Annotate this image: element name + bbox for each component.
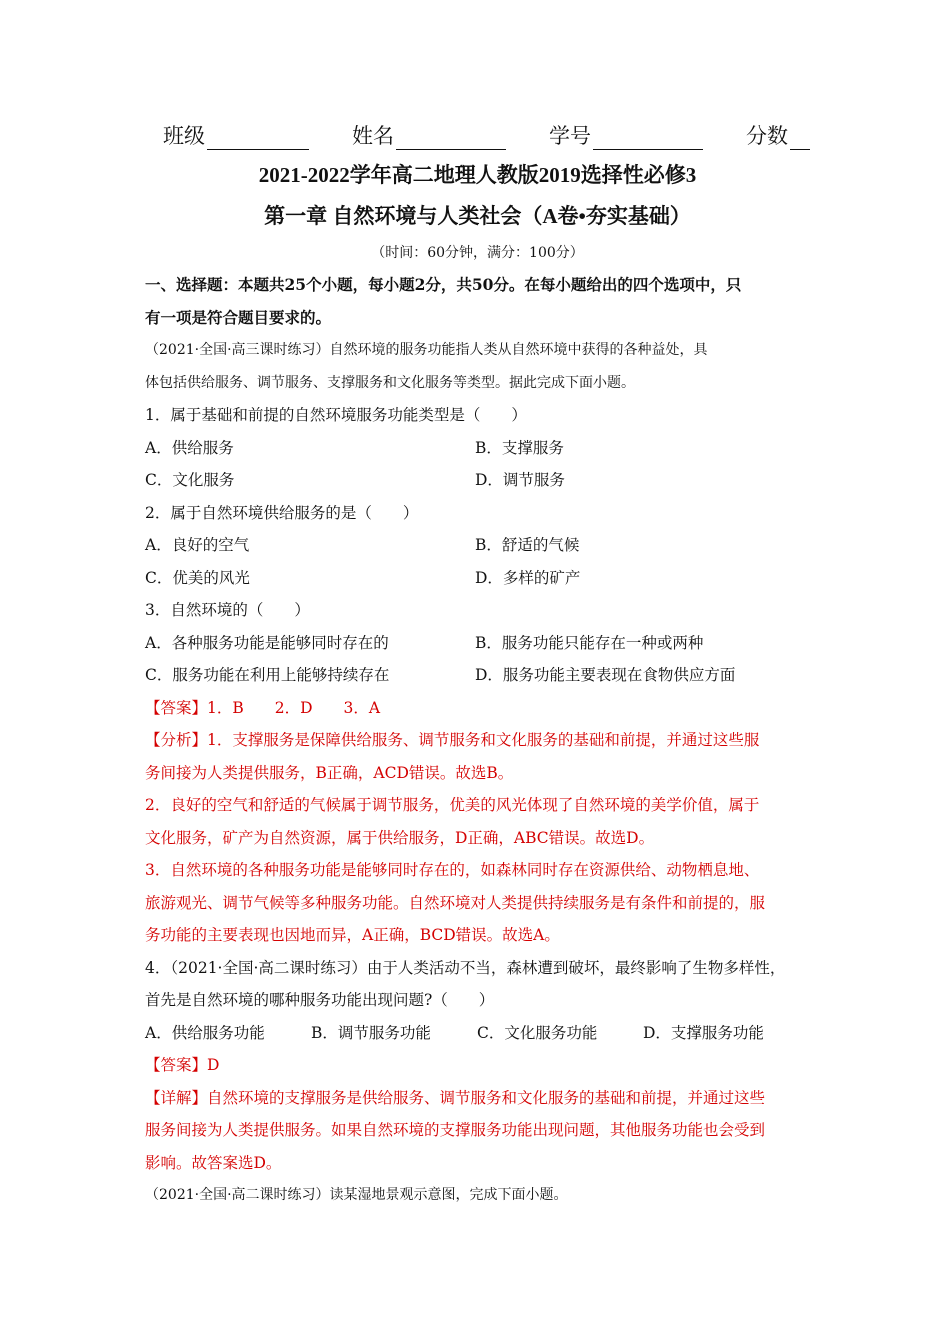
option[interactable]: A．各种服务功能是能够同时存在的 <box>145 633 389 652</box>
name-field[interactable] <box>352 120 506 150</box>
option[interactable]: D．支撑服务功能 <box>643 1023 764 1042</box>
option[interactable]: D．服务功能主要表现在食物供应方面 <box>475 666 736 684</box>
option[interactable]: C．优美的风光 <box>145 568 250 587</box>
name-blank[interactable] <box>396 127 506 150</box>
context-line-1: （2021·全国·高三课时练习）自然环境的服务功能指人类从自然环境中获得的各种益处，具 <box>145 342 708 358</box>
question-2-options-row-2 <box>145 562 810 595</box>
score-blank[interactable] <box>790 127 810 150</box>
student-info-row <box>163 110 810 150</box>
detail-block <box>145 1082 810 1180</box>
analysis-line-4: 文化服务，矿产为自然资源，属于供给服务，D正确，ABC错误。故选D。 <box>145 828 655 847</box>
document-page <box>145 110 810 1212</box>
option[interactable]: D．多样的矿产 <box>475 568 581 587</box>
detail-tag: 【详解】 <box>145 1088 208 1107</box>
title-line-1: 2021-2022学年高二地理人教版2019选择性必修3 <box>258 163 697 187</box>
section-line-1: 一、选择题：本题共25个小题，每小题2分，共50分。在每小题给出的四个选项中，只 <box>145 275 742 294</box>
detail-line-3: 影响。故答案选D。 <box>145 1153 282 1172</box>
analysis-line-1: 1．支撑服务是保障供给服务、调节服务和文化服务的基础和前提，并通过这些服 <box>207 731 760 749</box>
option[interactable]: C．文化服务 <box>145 471 235 489</box>
question-3-options-row-2 <box>145 659 810 692</box>
answer-text: D <box>207 1056 220 1074</box>
title-line-2: 第一章 自然环境与人类社会（A卷•夯实基础） <box>264 204 691 228</box>
question-4-options <box>145 1017 810 1050</box>
detail-line-2: 服务间接为人类提供服务。如果自然环境的支撑服务功能出现问题，其他服务功能也会受到 <box>145 1121 766 1139</box>
answer-tag: 【答案】 <box>145 698 208 717</box>
option[interactable]: C．文化服务功能 <box>477 1023 598 1042</box>
answer-block-1 <box>145 692 810 725</box>
context-line-2: 体包括供给服务、调节服务、支撑服务和文化服务等类型。据此完成下面小题。 <box>145 374 635 391</box>
question-1-options-row-1 <box>145 432 810 465</box>
class-blank[interactable] <box>207 127 309 150</box>
question-1-options-row-2 <box>145 464 810 497</box>
number-field[interactable] <box>549 120 703 150</box>
question-3-options-row-1 <box>145 627 810 660</box>
question-1-stem: 1．属于基础和前提的自然环境服务功能类型是（ ） <box>145 406 527 424</box>
number-label: 学号 <box>549 124 591 148</box>
option[interactable]: B．舒适的气候 <box>475 536 580 554</box>
context-paragraph-2: （2021·全国·高二课时练习）读某湿地景观示意图，完成下面小题。 <box>145 1187 568 1203</box>
name-label: 姓名 <box>352 124 394 148</box>
analysis-line-6: 旅游观光、调节气候等多种服务功能。自然环境对人类提供持续服务是有条件和前提的，服 <box>145 893 766 912</box>
analysis-block <box>145 724 810 952</box>
context-paragraph-1 <box>145 334 810 399</box>
class-field[interactable] <box>163 120 309 150</box>
option[interactable]: B．调节服务功能 <box>311 1023 431 1042</box>
question-2-options-row-1 <box>145 529 810 562</box>
answer-tag: 【答案】 <box>145 1056 208 1074</box>
option[interactable]: D．调节服务 <box>475 471 565 489</box>
option[interactable]: A．供给服务功能 <box>145 1023 265 1042</box>
option[interactable]: C．服务功能在利用上能够持续存在 <box>145 666 390 684</box>
question-4-stem <box>145 952 810 1017</box>
question-4-line-2: 首先是自然环境的哪种服务功能出现问题?（ ） <box>145 991 495 1009</box>
section-line-2: 有一项是符合题目要求的。 <box>145 307 332 327</box>
answer-text: 1．B 2．D 3．A <box>207 698 381 717</box>
option[interactable]: A．供给服务 <box>145 438 234 457</box>
answer-block-2 <box>145 1049 810 1082</box>
option[interactable]: A．良好的空气 <box>145 536 250 554</box>
class-label: 班级 <box>163 124 205 148</box>
number-blank[interactable] <box>593 127 703 150</box>
detail-line-1: 自然环境的支撑服务是供给服务、调节服务和文化服务的基础和前提，并通过这些 <box>207 1088 766 1107</box>
analysis-line-7: 务功能的主要表现也因地而异，A正确，BCD错误。故选A。 <box>145 926 560 944</box>
analysis-line-3: 2．良好的空气和舒适的气候属于调节服务，优美的风光体现了自然环境的美学价值，属于 <box>145 796 760 814</box>
analysis-tag: 【分析】 <box>145 731 208 749</box>
section-heading <box>145 269 810 334</box>
option[interactable]: B．服务功能只能存在一种或两种 <box>475 633 704 652</box>
score-label: 分数 <box>746 124 788 148</box>
score-field[interactable] <box>746 120 810 150</box>
option[interactable]: B．支撑服务 <box>475 438 564 457</box>
analysis-line-5: 3．自然环境的各种服务功能是能够同时存在的，如森林同时存在资源供给、动物栖息地、 <box>145 861 760 879</box>
question-4-line-1: 4．（2021·全国·高二课时练习）由于人类活动不当，森林遭到破坏，最终影响了生物多样性， <box>145 958 786 977</box>
exam-duration: （时间：60分钟，满分：100分） <box>371 245 584 261</box>
question-2-stem: 2．属于自然环境供给服务的是（ ） <box>145 503 419 522</box>
analysis-line-2: 务间接为人类提供服务，B正确，ACD错误。故选B。 <box>145 763 514 782</box>
question-3-stem: 3．自然环境的（ ） <box>145 601 310 619</box>
